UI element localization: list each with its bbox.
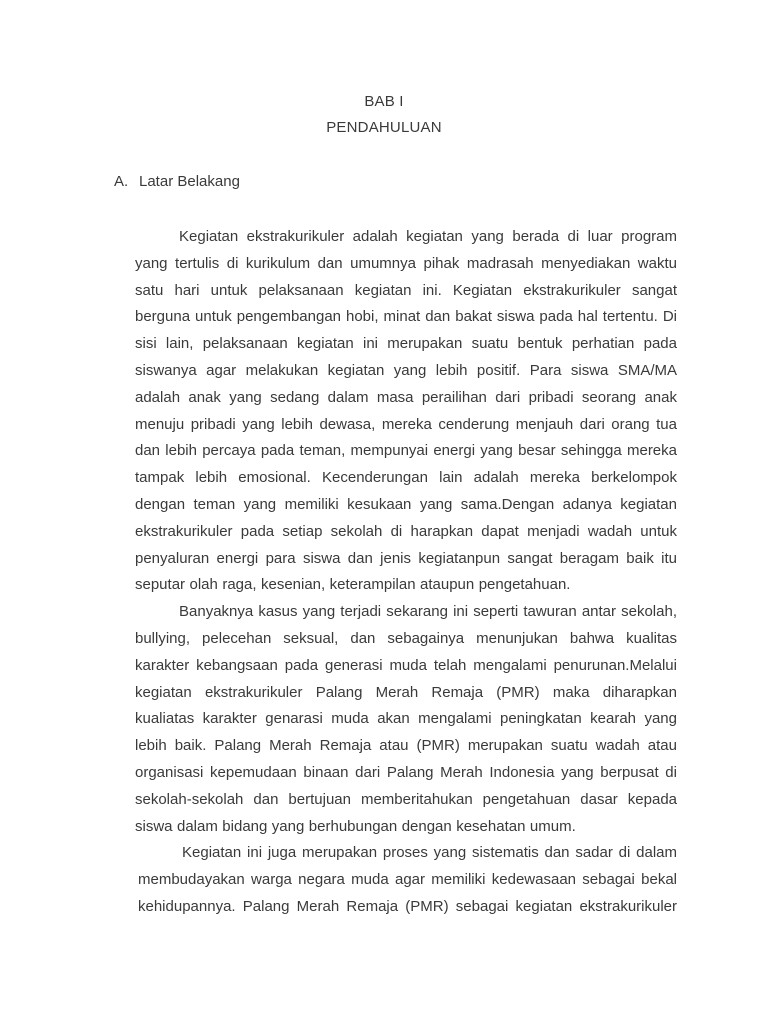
section-heading bbox=[114, 173, 240, 191]
paragraph: Banyaknya kasus yang terjadi sekarang ini seperti tawuran antar sekolah, bullying, pelecehan seksual, dan sebagainya menunjukan bahwa kualitas karakter kebangsaan pada generasi muda telah mengalami penurunan.Melalui kegiatan ekstrakurikuler Palang Merah Remaja (PMR) maka diharapkan kualiatas karakter genarasi muda akan mengalami peningkatan kearah yang lebih baik. Palang Merah Remaja atau (PMR) merupakan suatu wadah atau organisasi kepemudaan binaan dari Palang Merah Indonesia yang berpusat di sekolah-sekolah dan bertujuan memberitahukan pengetahuan dasar kepada siswa dalam bidang yang berhubungan dengan kesehatan umum. bbox=[135, 603, 677, 835]
paragraph: Kegiatan ekstrakurikuler adalah kegiatan yang berada di luar program yang tertulis di kurikulum dan umumnya pihak madrasah menyediakan waktu satu hari untuk pelaksanaan kegiatan ini. Kegiatan ekstrakurikuler sangat berguna untuk pengembangan hobi, minat dan bakat siswa pada hal tertentu. Di sisi lain, pelaksanaan kegiatan ini merupakan suatu bentuk perhatian pada siswanya agar melakukan kegiatan yang lebih positif. Para siswa SMA/MA adalah anak yang sedang dalam masa perailihan dari pribadi seorang anak menuju pribadi yang lebih dewasa, mereka cenderung menjauh dari orang tua dan lebih percaya pada teman, mempunyai energi yang besar sehingga mereka tampak lebih emosional. Kecenderungan lain adalah mereka berkelompok dengan teman yang memiliki kesukaan yang sama.Dengan adanya kegiatan ekstrakurikuler pada setiap sekolah di harapkan dapat menjadi wadah untuk penyaluran energi para siswa dan jenis kegiatanpun sangat beragam baik itu seputar olah raga, kesenian, keterampilan ataupun pengetahuan. bbox=[135, 228, 677, 594]
chapter-number: BAB I bbox=[364, 93, 404, 110]
body-text bbox=[135, 224, 677, 921]
section-title: Latar Belakang bbox=[139, 173, 240, 190]
chapter-title: PENDAHULUAN bbox=[326, 119, 442, 136]
section-marker: A. bbox=[114, 173, 129, 190]
paragraph: Kegiatan ini juga merupakan proses yang sistematis dan sadar di dalam membudayakan warga negara muda agar memiliki kedewasaan sebagai bekal kehidupannya. Palang Merah Remaja (PMR) sebagai kegiatan ekstrakurikuler bbox=[138, 844, 677, 915]
